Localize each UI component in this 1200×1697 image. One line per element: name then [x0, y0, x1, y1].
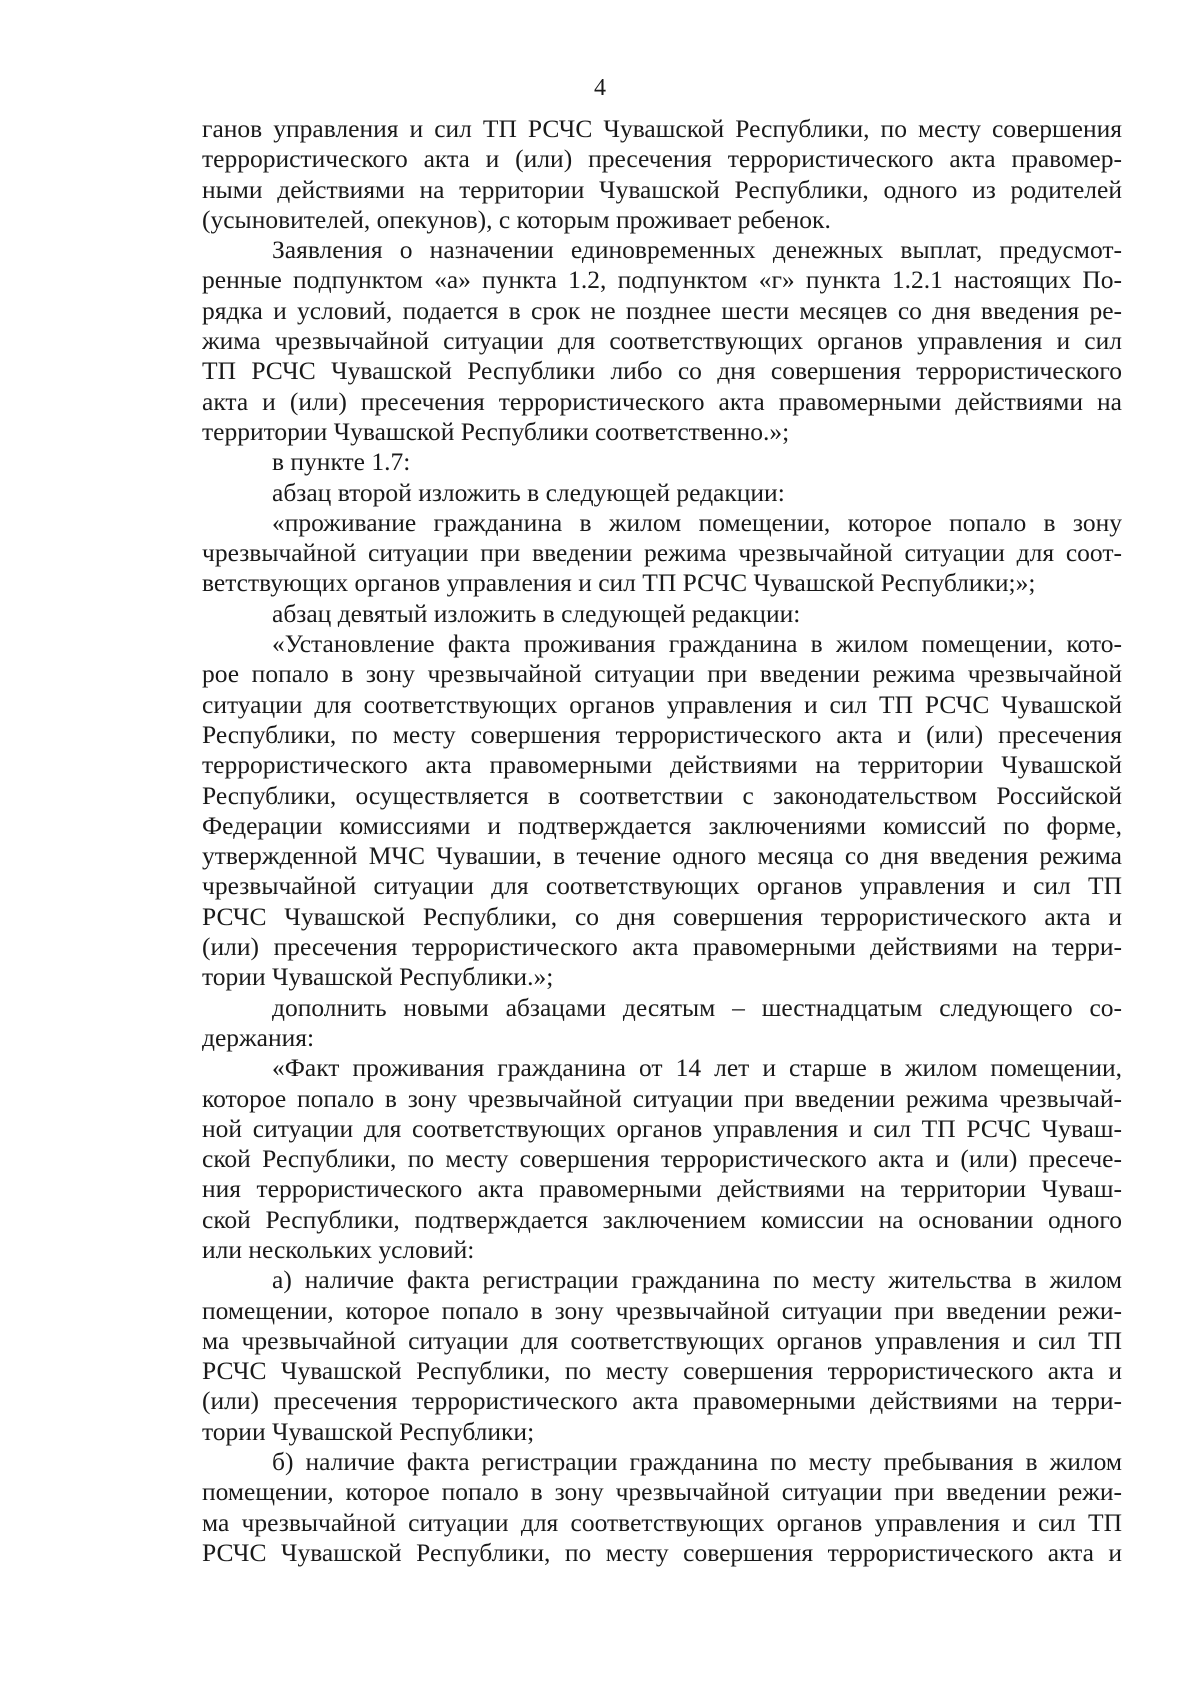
text-line: утвержденной МЧС Чувашии, в течение одного месяца со дня введения режима	[202, 841, 1122, 871]
text-line: РСЧС Чувашской Республики, по месту совершения террористического акта и	[202, 1537, 1122, 1567]
text-line: помещении, которое попало в зону чрезвычайной ситуации при введении режи-	[202, 1477, 1122, 1507]
paragraph	[202, 993, 1122, 1054]
text-line: акта и (или) пресечения террористического акта правомерными действиями на	[202, 386, 1122, 416]
paragraph	[202, 114, 1122, 235]
text-line: чрезвычайной ситуации при введении режима чрезвычайной ситуации для соот-	[202, 538, 1122, 568]
text-line: абзац второй изложить в следующей редакции:	[272, 477, 785, 507]
text-line: дополнить новыми абзацами десятым – шестнадцатым следующего со-	[272, 992, 1122, 1022]
text-line: РСЧС Чувашской Республики, со дня совершения террористического акта и	[202, 901, 1122, 931]
paragraph	[202, 629, 1122, 993]
text-line: (усыновителей, опекунов), с которым проживает ребенок.	[202, 204, 831, 234]
text-line: ситуации для соответствующих органов управления и сил ТП РСЧС Чувашской	[202, 689, 1122, 719]
text-line: держания:	[202, 1022, 315, 1052]
text-line: Заявления о назначении единовременных денежных выплат, предусмот-	[272, 235, 1122, 265]
text-line: ренные подпунктом «а» пункта 1.2, подпунктом «г» пункта 1.2.1 настоящих По-	[202, 265, 1122, 295]
text-line: или нескольких условий:	[202, 1234, 475, 1264]
paragraph	[202, 599, 1122, 629]
text-line: которое попало в зону чрезвычайной ситуации при введении режима чрезвычай-	[202, 1083, 1122, 1113]
text-line: ганов управления и сил ТП РСЧС Чувашской Республики, по месту совершения	[202, 114, 1122, 143]
text-line: террористического акта и (или) пресечения террористического акта правомер-	[202, 144, 1122, 174]
text-line: ТП РСЧС Чувашской Республики либо со дня совершения террористического	[202, 356, 1122, 386]
page-number: 4	[594, 75, 606, 101]
text-line: (или) пресечения террористического акта правомерными действиями на терри-	[202, 932, 1122, 962]
text-line: чрезвычайной ситуации для соответствующих органов управления и сил ТП	[202, 871, 1122, 901]
text-line: (или) пресечения террористического акта правомерными действиями на терри-	[202, 1386, 1122, 1416]
paragraph	[202, 1447, 1122, 1568]
text-line: тории Чувашской Республики;	[202, 1416, 535, 1446]
text-line: «Факт проживания гражданина от 14 лет и старше в жилом помещении,	[272, 1053, 1122, 1083]
document-body	[202, 114, 1122, 1568]
text-line: территории Чувашской Республики соответственно.»;	[202, 416, 790, 446]
text-line: ветствующих органов управления и сил ТП РСЧС Чувашской Республики;»;	[202, 568, 1036, 598]
text-line: ма чрезвычайной ситуации для соответствующих органов управления и сил ТП	[202, 1325, 1122, 1355]
text-line: ными действиями на территории Чувашской Республики, одного из родителей	[202, 174, 1122, 204]
text-line: абзац девятый изложить в следующей редакции:	[272, 598, 801, 628]
text-line: ской Республики, по месту совершения террористического акта и (или) пресече-	[202, 1144, 1122, 1174]
paragraph	[202, 478, 1122, 508]
text-line: Республики, по месту совершения террористического акта и (или) пресечения	[202, 719, 1122, 749]
text-line: ма чрезвычайной ситуации для соответствующих органов управления и сил ТП	[202, 1507, 1122, 1537]
text-line: РСЧС Чувашской Республики, по месту совершения террористического акта и	[202, 1356, 1122, 1386]
text-line: рое попало в зону чрезвычайной ситуации при введении режима чрезвычайной	[202, 659, 1122, 689]
paragraph	[202, 447, 1122, 477]
text-line: помещении, которое попало в зону чрезвычайной ситуации при введении режи-	[202, 1295, 1122, 1325]
text-line: «проживание гражданина в жилом помещении, которое попало в зону	[272, 507, 1122, 537]
paragraph	[202, 1053, 1122, 1265]
text-line: тории Чувашской Республики.»;	[202, 962, 554, 992]
text-line: а) наличие факта регистрации гражданина по месту жительства в жилом	[272, 1265, 1122, 1295]
text-line: террористического акта правомерными действиями на территории Чувашской	[202, 750, 1122, 780]
text-line: ной ситуации для соответствующих органов управления и сил ТП РСЧС Чуваш-	[202, 1113, 1122, 1143]
paragraph	[202, 508, 1122, 599]
paragraph	[202, 1265, 1122, 1447]
text-line: б) наличие факта регистрации гражданина по месту пребывания в жилом	[272, 1447, 1122, 1477]
text-line: «Установление факта проживания гражданина в жилом помещении, кото-	[272, 629, 1122, 659]
text-line: жима чрезвычайной ситуации для соответствующих органов управления и сил	[202, 326, 1122, 356]
text-line: Республики, осуществляется в соответствии с законодательством Российской	[202, 780, 1122, 810]
text-line: ния террористического акта правомерными действиями на территории Чуваш-	[202, 1174, 1122, 1204]
text-line: Федерации комиссиями и подтверждается заключениями комиссий по форме,	[202, 810, 1122, 840]
paragraph	[202, 235, 1122, 447]
text-line: ской Республики, подтверждается заключением комиссии на основании одного	[202, 1204, 1122, 1234]
text-line: рядка и условий, подается в срок не позднее шести месяцев со дня введения ре-	[202, 295, 1122, 325]
text-line: в пункте 1.7:	[272, 447, 411, 477]
